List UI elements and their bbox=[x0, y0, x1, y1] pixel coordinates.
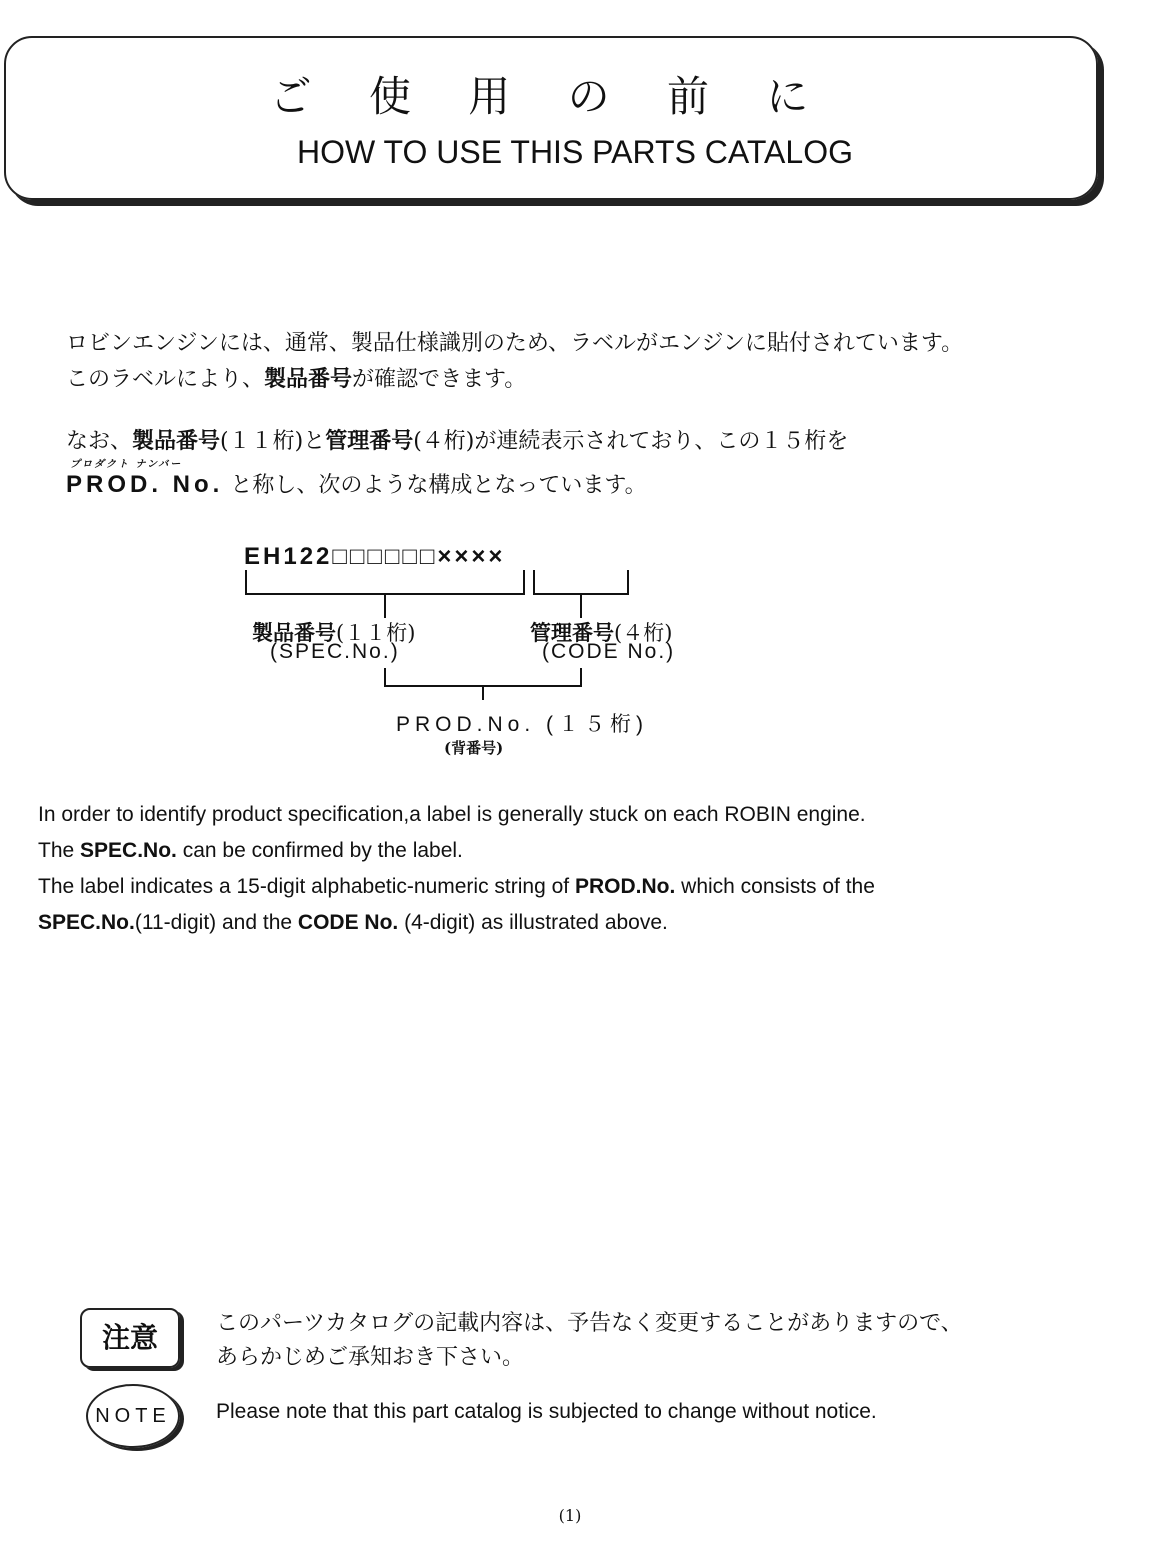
intro-jp-line-3: なお、製品番号(１１桁)と管理番号(４桁)が連続表示されており、この１５桁を bbox=[66, 428, 849, 454]
caution-badge: 注意 bbox=[80, 1308, 180, 1368]
intro-jp-line-4: PROD. No. と称し、次のような構成となっています。 bbox=[66, 471, 647, 498]
spec-sub-label: (SPEC.No.) bbox=[270, 640, 400, 663]
prod-label: PROD.No. (１５桁) bbox=[396, 713, 649, 736]
code-label: 管理番号(４桁) bbox=[530, 620, 673, 645]
spec-bracket bbox=[246, 570, 524, 594]
intro-jp-line-2: このラベルにより、製品番号が確認できます。 bbox=[66, 366, 527, 392]
page-number: (1) bbox=[558, 1506, 582, 1525]
notice-jp-line-2: あらかじめご承知おき下さい。 bbox=[216, 1345, 525, 1370]
intro-en-line-3: The label indicates a 15-digit alphabetic-numeric string of PROD.No. which consists of the bbox=[38, 875, 875, 898]
code-sub-label: (CODE No.) bbox=[542, 640, 676, 663]
notice-en-line: Please note that this part catalog is subjected to change without notice. bbox=[216, 1400, 877, 1423]
spec-label: 製品番号(１１桁) bbox=[252, 620, 416, 645]
prod-bracket bbox=[385, 668, 581, 686]
notice-jp-line-1: このパーツカタログの記載内容は、予告なく変更することがありますので、 bbox=[216, 1311, 963, 1336]
prod-code-string: EH122□□□□□□×××× bbox=[244, 543, 506, 570]
note-badge: NOTE bbox=[86, 1384, 180, 1448]
page-title-japanese: ご 使 用 の 前 に bbox=[269, 72, 831, 121]
code-bracket bbox=[534, 570, 628, 594]
prod-no-ruby: プロダクト ナンバー bbox=[70, 459, 183, 470]
page-title-english: HOW TO USE THIS PARTS CATALOG bbox=[297, 134, 853, 170]
intro-jp-line-1: ロビンエンジンには、通常、製品仕様識別のため、ラベルがエンジンに貼付されています。 bbox=[66, 331, 964, 356]
intro-en-line-2: The SPEC.No. can be confirmed by the label. bbox=[38, 839, 463, 862]
prod-sub-label: (背番号) bbox=[444, 739, 504, 757]
intro-en-line-4: SPEC.No.(11-digit) and the CODE No. (4-digit) as illustrated above. bbox=[38, 911, 668, 934]
intro-en-line-1: In order to identify product specification,a label is generally stuck on each ROBIN engine. bbox=[38, 803, 866, 826]
